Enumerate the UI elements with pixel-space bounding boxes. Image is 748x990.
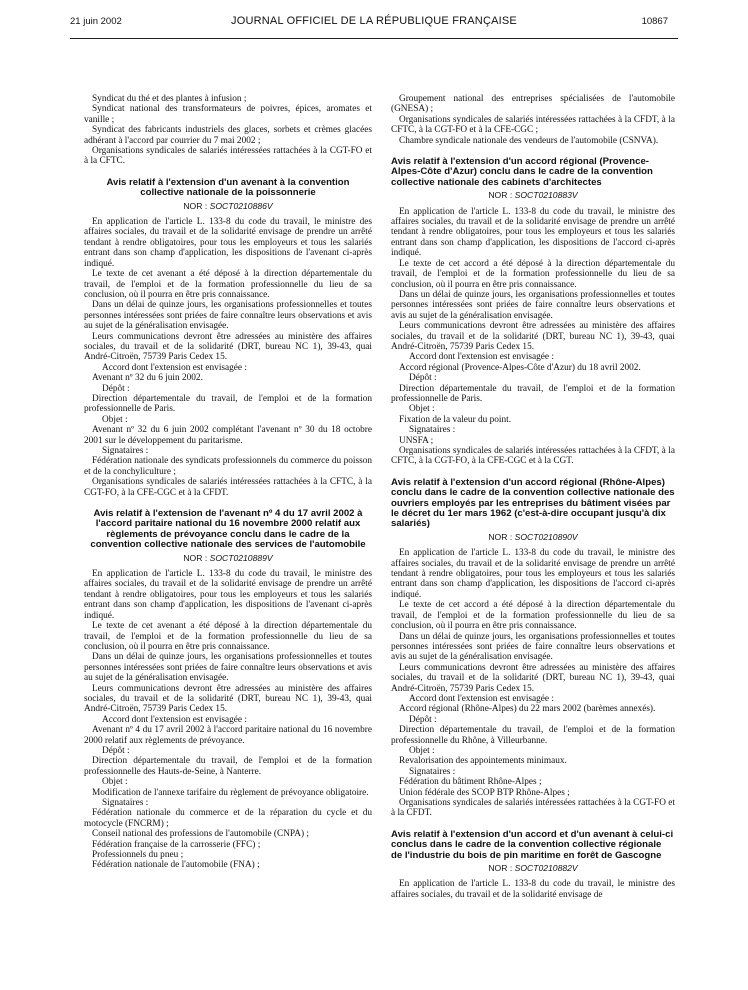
objet-label: Objet : [409, 404, 435, 415]
page-number: 10867 [641, 16, 668, 27]
notice-title: Avis relatif à l'extension d'un accord et d'un avenant à celui-ci conclus dans le cadre de la convention collective régionale de l'industrie du bois de pin maritime en forêt de Gascogne [391, 828, 674, 861]
left-column [84, 94, 372, 871]
paragraph: En application de l'article L. 133-8 du code du travail, le ministre des affaires sociales, du travail et de la solidarité envisage de prendre un arrêté tendant à rendre obligatoires, pour tous les employeurs et tous les salariés entrant dans son champ d'application, les dispositions de l'avenant ci-après indiqué. [84, 569, 372, 621]
signataire: Fédération nationale de l'automobile (FNA) ; [92, 860, 260, 871]
paragraph: Le texte de cet accord a été déposé à la direction départementale du travail, de l'emploi et de la formation professionnelle du lieu de sa conclusion, où il pourra en être pris connaissance. [391, 258, 675, 290]
accord-label: Accord dont l'extension est envisagée : [409, 352, 554, 363]
depot-label: Dépôt : [102, 383, 130, 394]
paragraph: Le texte de cet avenant a été déposé à la direction départementale du travail, de l'emploi et de la formation professionnelle du lieu de sa conclusion, où il pourra en être pris connaissance. [84, 269, 372, 300]
paragraph: Le texte de cet avenant a été déposé à la direction départementale du travail, de l'emploi et de la formation professionnelle du lieu de sa conclusion, où il pourra en être pris connaissance. [84, 621, 372, 652]
paragraph: Syndicat des fabricants industriels des glaces, sorbets et crèmes glacées adhérant à l'accord par courrier du 7 mai 2002 ; [84, 125, 372, 146]
notice-bois-pin-maritime [391, 830, 675, 900]
paragraph: Dans un délai de quinze jours, les organisations professionnelles et toutes personnes intéressées sont priées de faire connaître leurs observations et avis au sujet de la généralisation envisagée. [84, 300, 372, 332]
nor-reference: NOR : SOCT0210890V [488, 531, 578, 542]
paragraph: Organisations syndicales de salariés intéressées rattachées à la CFDT, à la CFTC, à la CGT-FO et à la CFE-CGC ; [391, 114, 675, 136]
journal-title: JOURNAL OFFICIEL DE LA RÉPUBLIQUE FRANÇAISE [231, 15, 517, 27]
header-rule [70, 38, 678, 39]
paragraph: Leurs communications devront être adressées au ministère des affaires sociales, du travail et de la solidarité (DRT, bureau NC 1), 39-43, quai André-Citroën, 75739 Paris Cedex 15. [84, 331, 372, 363]
objet-text: Modification de l'annexe tarifaire du règlement de prévoyance obligatoire. [92, 787, 369, 798]
notice-title: Avis relatif à l'extension d'un accord régional (Provence-Alpes-Côte d'Azur) conclu dans le cadre de la convention collective nationale des cabinets d'architectes [391, 156, 653, 188]
signataire: Professionnels du pneu ; [92, 850, 184, 861]
signataires-label: Signataires : [102, 798, 149, 808]
paragraph: En application de l'article L. 133-8 du code du travail, le ministre des affaires sociales, du travail et de la solidarité envisage de prendre un arrêté tendant à rendre obligatoires, pour tous les employeurs et tous les salariés entrant dans son champ d'application, les dispositions de l'avenant ci-après indiqué. [84, 217, 372, 269]
paragraph: Le texte de cet accord a été déposé à la direction départementale du travail, de l'emploi et de la formation professionnelle du lieu de sa conclusion, où il pourra en être pris connaissance. [391, 600, 675, 632]
paragraph: Leurs communications devront être adressées au ministère des affaires sociales, du travail et de la solidarité (DRT, bureau NC 1), 39-43, quai André-Citroën, 75739 Paris Cedex 15. [84, 683, 372, 715]
header-date: 21 juin 2002 [70, 16, 122, 27]
signataire: Organisations syndicales de salariés intéressées rattachées à la CGT-FO et à la CFDT. [391, 798, 675, 819]
page-header [0, 0, 748, 44]
signataire: Fédération du bâtiment Rhône-Alpes ; [399, 777, 542, 788]
objet-label: Objet : [409, 745, 435, 756]
paragraph: Organisations syndicales de salariés intéressées rattachées à la CGT-FO et à la CFTC. [84, 146, 372, 167]
signataire: Fédération nationale des syndicats professionnels du commerce du poisson et de la conchyliculture ; [84, 456, 372, 477]
notice-title: Avis relatif à l'extension de l'avenant nº 4 du 17 avril 2002 à l'accord paritaire national du 16 novembre 2000 relatif aux règlements de prévoyance conclu dans le cadre de la convention collective nationale des services de l'automobile [90, 508, 366, 551]
accord-text: Accord régional (Provence-Alpes-Côte d'Azur) du 18 avril 2002. [399, 362, 641, 373]
depot-label: Dépôt : [409, 373, 437, 384]
signataire: UNSFA ; [399, 435, 434, 446]
notice-title: Avis relatif à l'extension d'un avenant à la convention collective nationale de la poissonnerie [106, 176, 350, 199]
signataires-label: Signataires : [102, 446, 149, 456]
paragraph: Dans un délai de quinze jours, les organisations professionnelles et toutes personnes intéressées sont priées de faire connaître leurs observations et avis au sujet de la généralisation envisagée. [84, 652, 372, 684]
paragraph: Leurs communications devront être adressées au ministère des affaires sociales, du travail et de la solidarité (DRT, bureau NC 1), 39-43, quai André-Citroën, 75739 Paris Cedex 15. [391, 662, 675, 694]
paragraph: Dans un délai de quinze jours, les organisations professionnelles et toutes personnes intéressées sont priées de faire connaître leurs observations et avis au sujet de la généralisation envisagée. [391, 631, 675, 663]
objet-text: Avenant nº 32 du 6 juin 2002 complétant l'avenant nº 30 du 18 octobre 2001 sur le développement du paritarisme. [84, 425, 372, 446]
objet-text: Fixation de la valeur du point. [399, 414, 512, 425]
nor-reference: NOR : SOCT0210886V [183, 200, 273, 211]
paragraph: Leurs communications devront être adressées au ministère des affaires sociales, du travail et de la solidarité (DRT, bureau NC 1), 39-43, quai André-Citroën, 75739 Paris Cedex 15. [391, 321, 675, 352]
depot-text: Direction départementale du travail, de l'emploi et de la formation professionnelle du Rhône, à Villeurbanne. [391, 725, 675, 746]
accord-label: Accord dont l'extension est envisagée : [102, 714, 247, 725]
paragraph: En application de l'article L. 133-8 du code du travail, le ministre des affaires sociales, du travail et de la solidarité envisage de prendre un arrêté tendant à rendre obligatoires, pour tous les employeurs et tous les salariés entrant dans son champ d'application, les dispositions de l'accord ci-après indiqué. [391, 206, 675, 259]
accord-text: Accord régional (Rhône-Alpes) du 22 mars 2002 (barèmes annexés). [399, 704, 656, 715]
signataire: Conseil national des professions de l'automobile (CNPA) ; [92, 829, 309, 840]
notice-poissonnerie [84, 178, 372, 498]
signataire: Fédération nationale du commerce et de la réparation du cycle et du motocycle (FNCRM) ; [84, 808, 372, 829]
accord-label: Accord dont l'extension est envisagée : [102, 362, 247, 373]
objet-label: Objet : [102, 414, 128, 425]
depot-text: Direction départementale du travail, de l'emploi et de la formation professionnelle de Paris. [84, 393, 372, 415]
notice-cabinets-architectes [391, 157, 675, 467]
accord-text: Avenant nº 32 du 6 juin 2002. [92, 373, 203, 384]
nor-reference: NOR : SOCT0210883V [488, 190, 578, 201]
notice-batiment-rhone-alpes [391, 478, 675, 819]
depot-text: Direction départementale du travail, de l'emploi et de la formation professionnelle de Paris. [391, 383, 675, 404]
nor-reference: NOR : SOCT0210889V [183, 552, 273, 563]
accord-label: Accord dont l'extension est envisagée : [409, 693, 554, 704]
objet-text: Revalorisation des appointements minimaux. [399, 756, 567, 767]
signataires-label: Signataires : [409, 425, 456, 436]
paragraph: En application de l'article L. 133-8 du code du travail, le ministre des affaires sociales, du travail et de la solidarité envisage de [391, 879, 675, 900]
paragraph: Dans un délai de quinze jours, les organisations professionnelles et toutes personnes intéressées sont priées de faire connaître leurs observations et avis au sujet de la généralisation envisagée. [391, 289, 675, 321]
paragraph: En application de l'article L. 133-8 du code du travail, le ministre des affaires sociales, du travail et de la solidarité envisage de prendre un arrêté tendant à rendre obligatoires, pour tous les employeurs et tous les salariés entrant dans son champ d'application, les dispositions de l'accord ci-après indiqué. [391, 548, 675, 600]
notice-services-automobile [84, 509, 372, 871]
depot-label: Dépôt : [102, 745, 130, 756]
signataire: Fédération française de la carrosserie (FFC) ; [92, 839, 261, 850]
nor-reference: NOR : SOCT0210882V [488, 863, 578, 874]
signataire: Union fédérale des SCOP BTP Rhône-Alpes ; [399, 787, 570, 798]
signataire: Organisations syndicales de salariés intéressées rattachées à la CFDT, à la CFTC, à la CGT-FO, à la CFE-CGC et à la CGT. [391, 446, 675, 467]
accord-text: Avenant nº 4 du 17 avril 2002 à l'accord paritaire national du 16 novembre 2000 relatif aux règlements de prévoyance. [84, 725, 372, 746]
signataires-label: Signataires : [409, 766, 456, 777]
signataire: Organisations syndicales de salariés intéressées rattachées à la CFTC, à la CGT-FO, à la CFE-CGC et à la CFDT. [84, 477, 372, 498]
paragraph: Syndicat du thé et des plantes à infusion ; [92, 94, 247, 104]
paragraph: Syndicat national des transformateurs de poivres, épices, aromates et vanille ; [84, 104, 372, 125]
paragraph: Groupement national des entreprises spécialisées de l'automobile (GNESA) ; [391, 94, 675, 115]
objet-label: Objet : [102, 777, 128, 788]
right-column [391, 94, 675, 900]
depot-label: Dépôt : [409, 714, 437, 725]
paragraph: Chambre syndicale nationale des vendeurs de l'automobile (CSNVA). [399, 135, 659, 146]
notice-title: Avis relatif à l'extension d'un accord régional (Rhône-Alpes) conclu dans le cadre de la convention collective nationale des ouvriers employés par les entreprises du bâtiment visées par le décret du 1er mars 1962 (c'est-à-dire occupant jusqu'à dix salariés) [391, 476, 675, 530]
depot-text: Direction départementale du travail, de l'emploi et de la formation professionnelle des Hauts-de-Seine, à Nanterre. [84, 756, 372, 777]
